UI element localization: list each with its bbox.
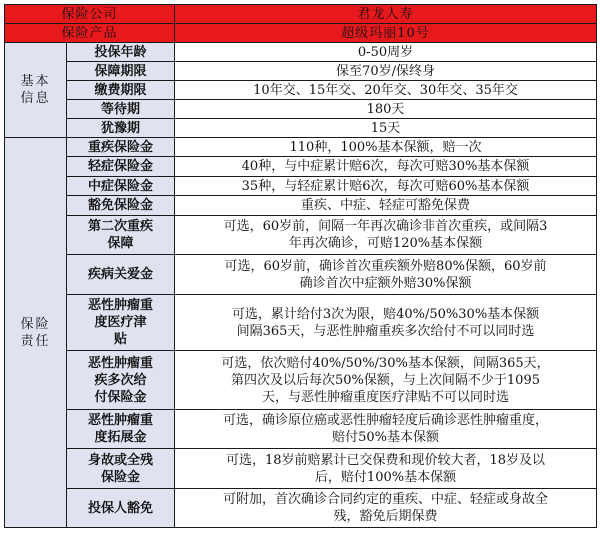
row-label: 轻症保险金	[67, 157, 175, 177]
coverage-row	[5, 177, 597, 196]
basic-row	[5, 43, 597, 62]
coverage-section-label: 保险 责任	[5, 138, 67, 528]
row-label: 身故或全残 保险金	[67, 449, 175, 489]
coverage-row	[5, 489, 597, 528]
insurance-table	[4, 4, 597, 528]
product-label: 保险产品	[5, 24, 175, 43]
row-label: 投保年龄	[67, 43, 175, 62]
basic-row	[5, 81, 597, 100]
basic-row	[5, 119, 597, 138]
row-value: 15天	[175, 119, 597, 138]
coverage-row	[5, 138, 597, 157]
row-label: 豁免保险金	[67, 196, 175, 216]
row-value: 110种，100%基本保额，赔一次	[175, 138, 597, 157]
coverage-row	[5, 255, 597, 295]
row-label: 保障期限	[67, 62, 175, 81]
row-label: 第二次重疾 保障	[67, 216, 175, 255]
coverage-row	[5, 295, 597, 351]
row-label: 恶性肿瘤重 度医疗津 贴	[67, 295, 175, 351]
row-label: 恶性肿瘤重 度拓展金	[67, 410, 175, 449]
header-row-product	[5, 24, 597, 43]
header-row-company	[5, 5, 597, 24]
company-value: 君龙人寿	[175, 5, 597, 24]
row-value: 可选，依次赔付40%/50%/30%基本保额，间隔365天， 第四次及以后每次50%保额，与上次间隔不少于1095 天，与恶性肿瘤重度医疗津贴不可以同时选	[175, 351, 597, 410]
row-label: 投保人豁免	[67, 489, 175, 528]
basic-section-label: 基本 信息	[5, 43, 67, 138]
coverage-row	[5, 351, 597, 410]
row-value: 可选，18岁前赔累计已交保费和现价较大者，18岁及以 后，赔付100%基本保额	[175, 449, 597, 489]
row-value: 可选，60岁前，间隔一年再次确诊非首次重疾，或间隔3 年再次确诊，可赔120%基本保额	[175, 216, 597, 255]
row-value: 0-50周岁	[175, 43, 597, 62]
basic-row	[5, 62, 597, 81]
coverage-row	[5, 410, 597, 449]
row-label: 恶性肿瘤重 疾多次给 付保险金	[67, 351, 175, 410]
row-value: 35种，与轻症累计赔6次，每次可赔60%基本保额	[175, 177, 597, 196]
row-value: 180天	[175, 100, 597, 119]
row-value: 40种，与中症累计赔6次，每次可赔30%基本保额	[175, 157, 597, 177]
row-value: 可选，确诊原位癌或恶性肿瘤轻度后确诊恶性肿瘤重度， 赔付50%基本保额	[175, 410, 597, 449]
row-value: 可附加，首次确诊合同约定的重疾、中症、轻症或身故全 残，豁免后期保费	[175, 489, 597, 528]
basic-row	[5, 100, 597, 119]
row-value: 可选，累计给付3次为限，赔40%/50%30%基本保额 间隔365天，与恶性肿瘤重疾多次给付不可以同时选	[175, 295, 597, 351]
row-value: 可选，60岁前，确诊首次重疾额外赔80%保额，60岁前 确诊首次中症额外赔30%保额	[175, 255, 597, 295]
company-label: 保险公司	[5, 5, 175, 24]
row-label: 中症保险金	[67, 177, 175, 196]
row-label: 疾病关爱金	[67, 255, 175, 295]
row-value: 10年交、15年交、20年交、30年交、35年交	[175, 81, 597, 100]
coverage-row	[5, 157, 597, 177]
row-value: 保至70岁/保终身	[175, 62, 597, 81]
product-value: 超级玛丽10号	[175, 24, 597, 43]
coverage-row	[5, 216, 597, 255]
row-label: 犹豫期	[67, 119, 175, 138]
coverage-row	[5, 196, 597, 216]
coverage-row	[5, 449, 597, 489]
row-label: 等待期	[67, 100, 175, 119]
row-value: 重疾、中症、轻症可豁免保费	[175, 196, 597, 216]
row-label: 缴费期限	[67, 81, 175, 100]
row-label: 重疾保险金	[67, 138, 175, 157]
